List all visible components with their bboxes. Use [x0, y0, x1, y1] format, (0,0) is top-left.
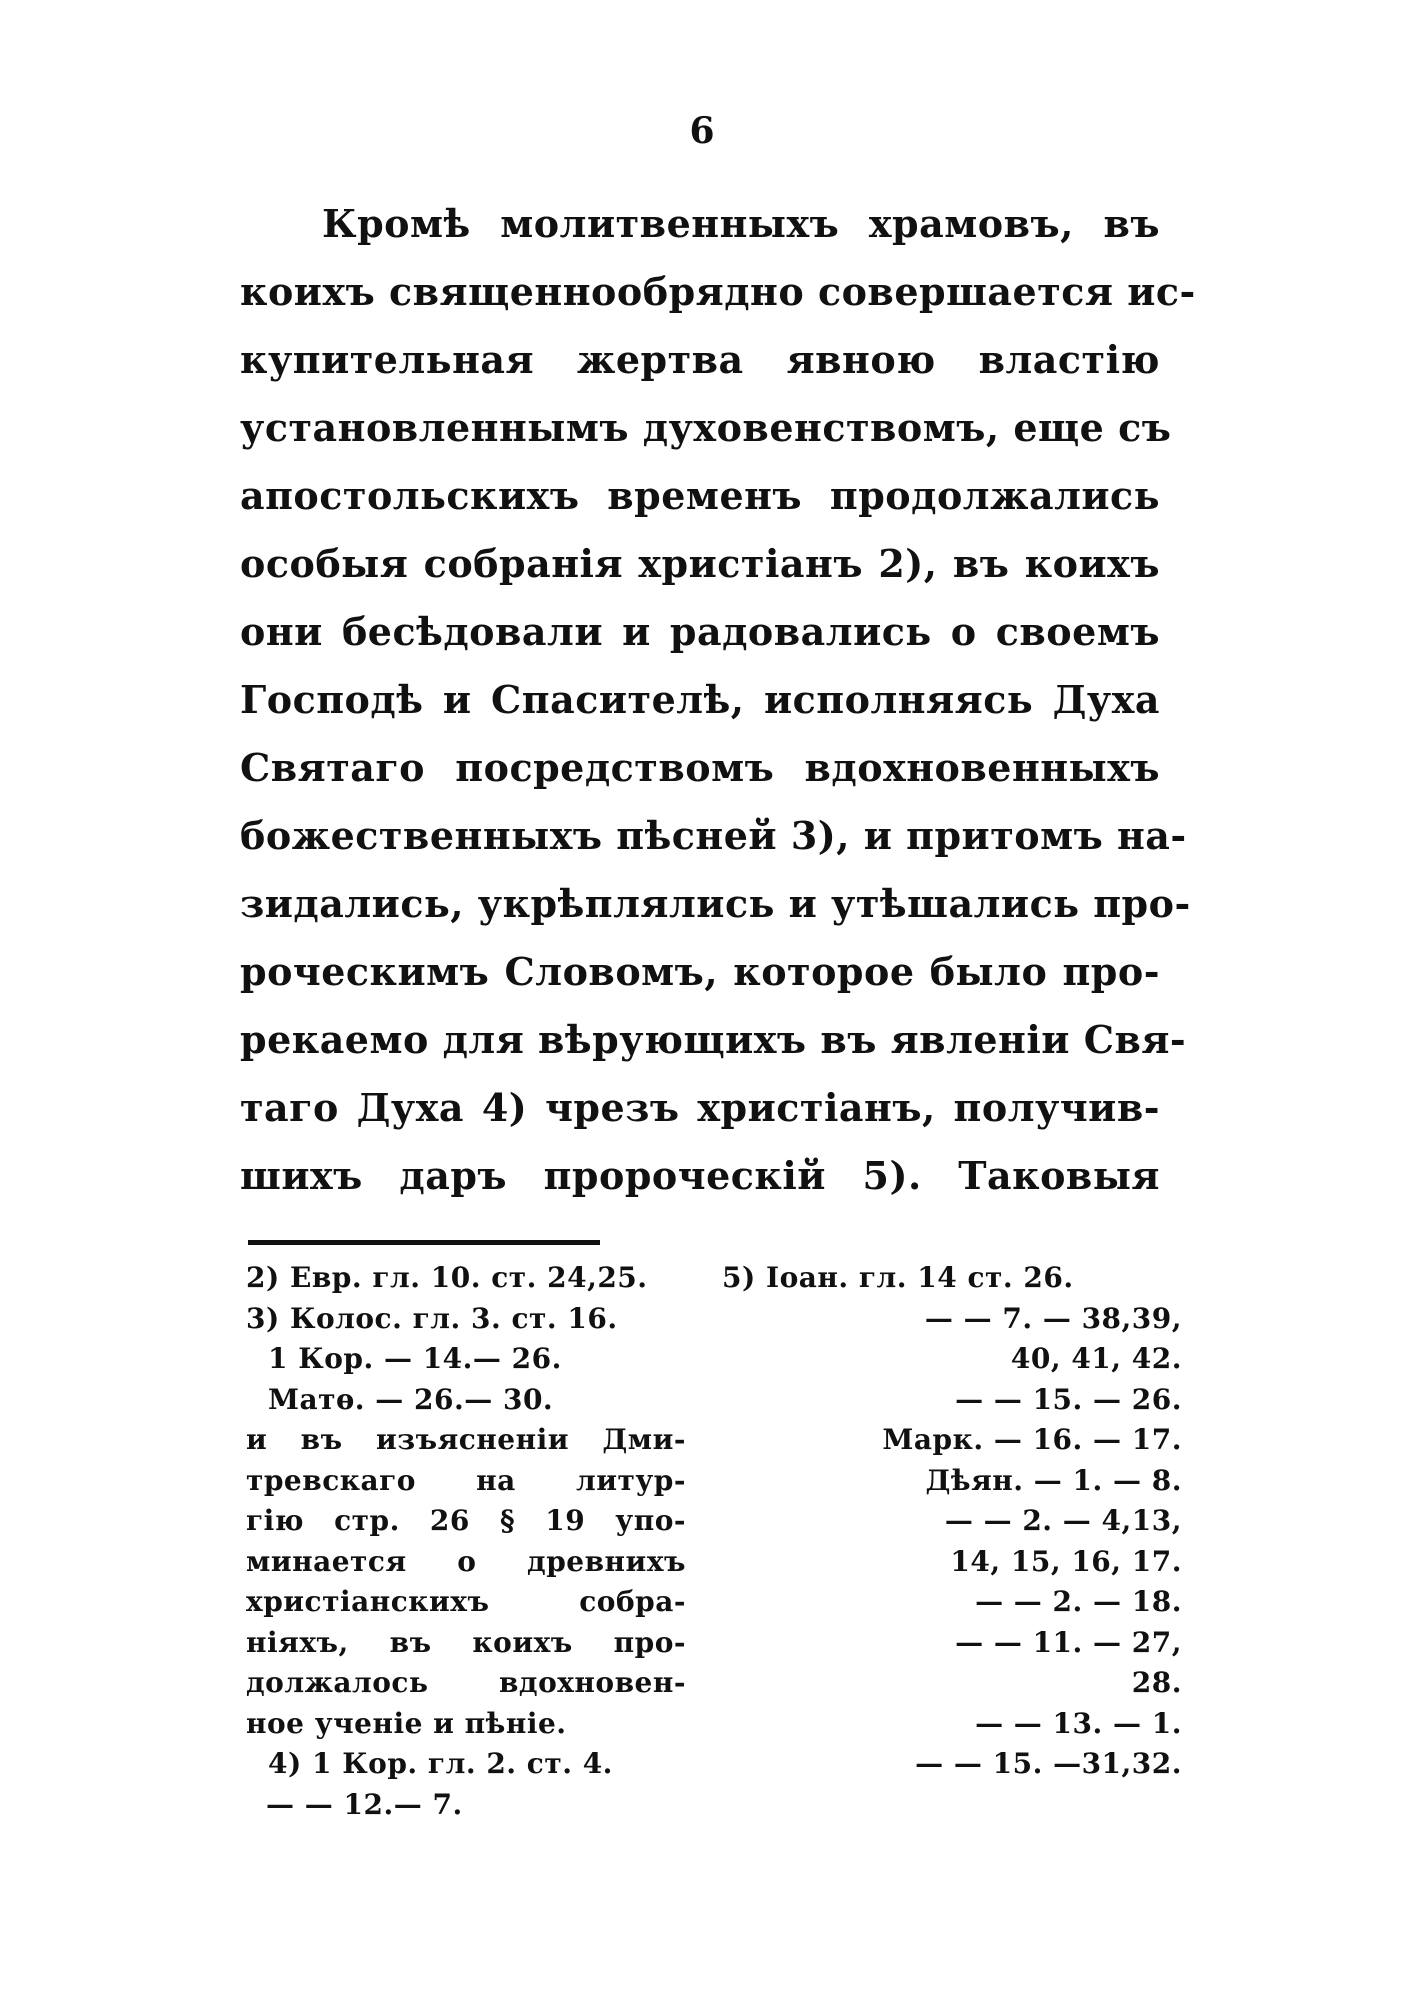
footnote-line: 2) Евр. гл. 10. ст. 24,25. [246, 1261, 648, 1294]
footnote-line: — — 15. —31,32. [915, 1747, 1182, 1780]
footnotes-right-column [722, 1258, 1182, 1785]
text-line: Святаго посредствомъ вдохновенныхъ [240, 745, 1160, 790]
footnote-line: должалось вдохновен- [246, 1666, 686, 1699]
footnote-line: и въ изъясненіи Дми- [246, 1423, 686, 1456]
text-line: шихъ даръ пророческій 5). Таковыя [240, 1153, 1160, 1198]
footnote-line: 28. [1131, 1666, 1182, 1699]
footnotes-left-column [246, 1258, 686, 1825]
footnote-line: — — 2. — 4,13, [944, 1504, 1182, 1537]
footnote-line: Матѳ. — 26.— 30. [268, 1382, 554, 1416]
footnote-line: — — 2. — 18. [975, 1585, 1182, 1618]
text-line: роческимъ Словомъ, которое было про- [240, 949, 1160, 994]
text-line: они бесѣдовали и радовались о своемъ [240, 609, 1160, 654]
footnote-line: — — 15. — 26. [955, 1382, 1182, 1416]
footnote-line: — — 13. — 1. [975, 1706, 1182, 1740]
text-line: апостольскихъ временъ продолжались [240, 473, 1160, 518]
main-text [240, 190, 1196, 1210]
footnote-line: — — 7. — 38,39, [924, 1301, 1182, 1335]
footnote-line: — — 12.— 7. [266, 1787, 463, 1821]
footnote-line: ніяхъ, въ коихъ про- [246, 1625, 686, 1659]
text-line: Господѣ и Спасителѣ, исполняясь Духа [240, 677, 1160, 722]
footnote-line: 4) 1 Кор. гл. 2. ст. 4. [268, 1747, 613, 1780]
footnote-line: минается о древнихъ [246, 1544, 686, 1578]
text-line: таго Духа 4) чрезъ христіанъ, получив- [240, 1085, 1160, 1130]
footnote-line: — — 11. — 27, [955, 1625, 1182, 1659]
text-line: божественныхъ пѣсней 3), и притомъ на- [240, 813, 1187, 858]
footnote-line: 14, 15, 16, 17. [950, 1544, 1182, 1578]
footnote-line: христіанскихъ собра- [246, 1585, 686, 1618]
footnote-line: Дѣян. — 1. — 8. [925, 1463, 1182, 1497]
text-line: зидались, укрѣплялись и утѣшались про- [240, 881, 1191, 926]
footnote-rule [248, 1240, 600, 1245]
text-line: рекаемо для вѣрующихъ въ явленіи Свя- [240, 1017, 1187, 1062]
footnote-line: Марк. — 16. — 17. [882, 1423, 1182, 1456]
text-line: Кромѣ молитвенныхъ храмовъ, въ [322, 201, 1160, 246]
footnote-line: 1 Кор. — 14.— 26. [268, 1342, 562, 1375]
footnote-line: ное ученіе и пѣніе. [246, 1706, 567, 1740]
footnote-line: тревскаго на литур- [246, 1463, 686, 1497]
footnote-line: гію стр. 26 § 19 упо- [246, 1504, 686, 1537]
text-line: установленнымъ духовенствомъ, еще съ [240, 405, 1172, 450]
footnote-line: 3) Колос. гл. 3. ст. 16. [246, 1301, 618, 1335]
footnote-line: 40, 41, 42. [1010, 1342, 1182, 1375]
text-line: коихъ священнообрядно совершается ис- [240, 269, 1196, 314]
text-line: особыя собранія христіанъ 2), въ коихъ [240, 541, 1160, 586]
text-line: купительная жертва явною властію [240, 337, 1160, 382]
page-number: 6 [689, 110, 715, 152]
footnote-line: 5) Іоан. гл. 14 ст. 26. [722, 1261, 1074, 1294]
